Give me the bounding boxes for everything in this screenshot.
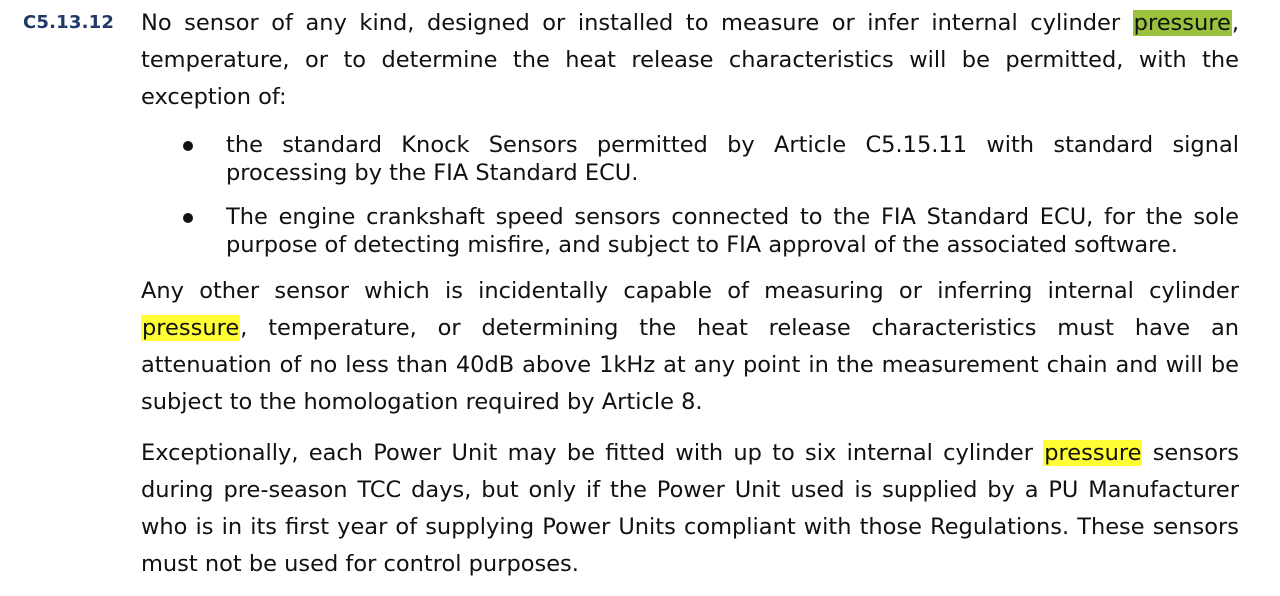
paragraph-1-text-after: , temperature, or to determine the heat release characteristics will be permitted, with the exception of: xyxy=(141,10,1239,110)
bullet-icon xyxy=(183,213,193,223)
bullet-1-text: the standard Knock Sensors permitted by Article C5.15.11 with standard signal processing by the FIA Standard ECU. xyxy=(226,132,1239,186)
paragraph-2-text-after: , temperature, or determining the heat release characteristics must have an attenuation of no less than 40dB above 1kHz at any point in the measurement chain and will be subject to the homologation required by Article 8. xyxy=(141,315,1239,415)
exception-list xyxy=(141,131,1239,275)
bullet-icon xyxy=(183,141,193,151)
paragraph-1-text-before: No sensor of any kind, designed or installed to measure or infer internal cylinder xyxy=(141,10,1133,36)
exception-list-item-knock-sensors xyxy=(141,131,1239,187)
bullet-2-text: The engine crankshaft speed sensors connected to the FIA Standard ECU, for the sole purpose of detecting misfire, and subject to FIA approval of the associated software. xyxy=(226,204,1239,258)
highlighted-term-pressure-2: pressure xyxy=(142,315,240,341)
article-paragraph-2 xyxy=(141,273,1239,421)
highlighted-term-pressure-3: pressure xyxy=(1044,440,1142,466)
article-paragraph-1 xyxy=(141,5,1239,116)
exception-list-item-crankshaft-sensors xyxy=(141,203,1239,259)
paragraph-3-text-before: Exceptionally, each Power Unit may be fitted with up to six internal cylinder xyxy=(141,440,1044,466)
highlighted-term-pressure-1: pressure xyxy=(1133,10,1231,36)
paragraph-3-text-after: sensors during pre-season TCC days, but only if the Power Unit used is supplied by a PU Manufacturer who is in its first year of supplying Power Units compliant with those Regulations. These sensors must not be used for control purposes. xyxy=(141,440,1239,577)
article-paragraph-3 xyxy=(141,435,1239,583)
paragraph-2-text-before: Any other sensor which is incidentally capable of measuring or inferring internal cylinder xyxy=(141,278,1239,304)
article-number: C5.13.12 xyxy=(23,12,115,33)
